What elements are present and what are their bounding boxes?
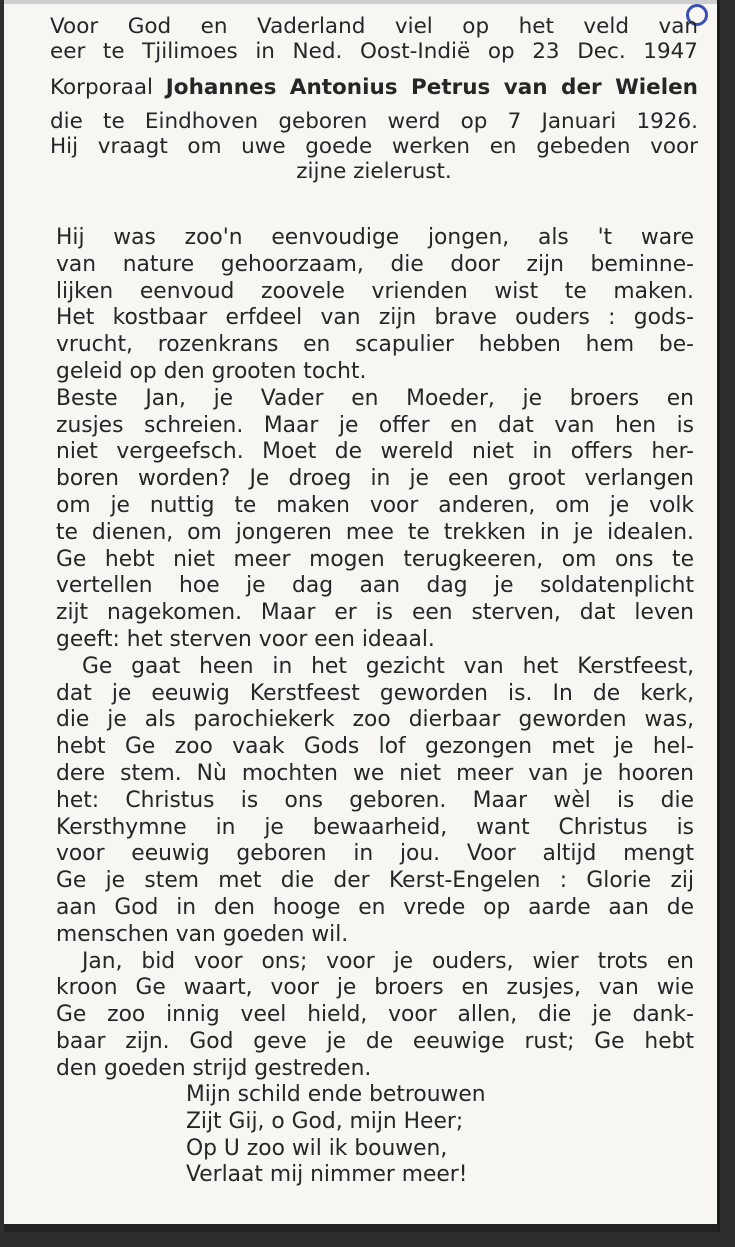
- eulogy-line: Kersthymne in je bewaarheid, want Christus is: [56, 814, 694, 840]
- eulogy-line: dere stem. Nù mochten we niet meer van je hooren: [56, 760, 694, 786]
- eulogy-line: vertellen hoe je dag aan dag je soldatenplicht: [56, 573, 694, 599]
- eulogy-line: dat je eeuwig Kerstfeest geworden is. In de kerk,: [56, 680, 694, 706]
- eulogy-line: niet vergeefsch. Moet de wereld niet in offers her-: [56, 439, 694, 465]
- top-edge-shadow: [4, 0, 717, 4]
- eulogy-line: die je als parochiekerk zoo dierbaar geworden was,: [56, 707, 694, 733]
- eulogy-line: zijt nagekomen. Maar er is een sterven, dat leven: [56, 600, 694, 626]
- eulogy-line: kroon Ge waart, voor je broers en zusjes, van wie: [56, 975, 694, 1001]
- closing-verse: [186, 1082, 486, 1189]
- eulogy-line: Ge zoo innig veel hield, voor allen, die je dank-: [56, 1002, 694, 1028]
- header-line-2: eer te Tjilimoes in Ned. Oost-Indië op 23 Dec. 1947: [50, 39, 698, 64]
- header-line-6: zijne zielerust.: [296, 159, 452, 184]
- eulogy-line: Hij was zoo'n eenvoudige jongen, als 't ware: [56, 225, 694, 250]
- eulogy-line: geleid op den grooten tocht.: [56, 358, 367, 384]
- verse-line: Zijt Gij, o God, mijn Heer;: [186, 1108, 464, 1134]
- verse-line: Op U zoo wil ik bouwen,: [186, 1135, 448, 1161]
- eulogy-line: Ge gaat heen in het gezicht van het Kerstfeest,: [82, 653, 694, 679]
- eulogy-line: voor eeuwig geboren in jou. Voor altijd mengt: [56, 841, 694, 867]
- eulogy-line: Jan, bid voor ons; voor je ouders, wier trots en: [82, 948, 694, 974]
- memorial-card: [4, 0, 720, 1232]
- header-line-4: die te Eindhoven geboren werd op 7 Januari 1926.: [50, 109, 698, 134]
- rank: Korporaal: [50, 75, 153, 100]
- eulogy-line: vrucht, rozenkrans en scapulier hebben hem be-: [56, 332, 694, 358]
- eulogy-line: aan God in den hooge en vrede op aarde aan de: [56, 894, 694, 920]
- header-line-5: Hij vraagt om uwe goede werken en gebeden voor: [50, 134, 698, 159]
- header-line-1: Voor God en Vaderland viel op het veld van: [50, 14, 698, 39]
- deceased-name: Johannes Antonius Petrus van der Wielen: [165, 75, 698, 100]
- eulogy-line: Ge hebt niet meer mogen terugkeeren, om ons te: [56, 546, 694, 572]
- eulogy-line: lijken eenvoud zoovele vrienden wist te maken.: [56, 278, 694, 304]
- eulogy-line: zusjes schreien. Maar je offer en dat van hen is: [56, 412, 694, 438]
- eulogy-line: boren worden? Je droeg in je een groot verlangen: [56, 466, 694, 492]
- verse-line: Verlaat mij nimmer meer!: [186, 1162, 468, 1188]
- eulogy-text: [56, 225, 694, 1083]
- verse-line: Mijn schild ende betrouwen: [186, 1082, 486, 1107]
- eulogy-line: hebt Ge zoo vaak Gods lof gezongen met je hel-: [56, 734, 694, 760]
- eulogy-line: den goeden strijd gestreden.: [56, 1055, 372, 1081]
- eulogy-line: het: Christus is ons geboren. Maar wèl is die: [56, 787, 694, 813]
- eulogy-line: menschen van goeden wil.: [56, 921, 349, 947]
- eulogy-line: om je nuttig te maken voor anderen, om je volk: [56, 492, 694, 518]
- card-header: [50, 14, 698, 184]
- eulogy-line: Het kostbaar erfdeel van zijn brave ouders : gods-: [56, 305, 694, 331]
- eulogy-line: baar zijn. God geve je de eeuwige rust; Ge hebt: [56, 1028, 694, 1054]
- eulogy-line: Ge je stem met die der Kerst-Engelen : Glorie zij: [56, 868, 694, 894]
- eulogy-line: te dienen, om jongeren mee te trekken in je idealen.: [56, 519, 694, 545]
- eulogy-line: Beste Jan, je Vader en Moeder, je broers en: [56, 385, 694, 411]
- eulogy-line: van nature gehoorzaam, die door zijn beminne-: [56, 251, 694, 277]
- deceased-name-line: [50, 75, 698, 100]
- eulogy-line: geeft: het sterven voor een ideaal.: [56, 626, 435, 652]
- bottom-border: [4, 1224, 717, 1232]
